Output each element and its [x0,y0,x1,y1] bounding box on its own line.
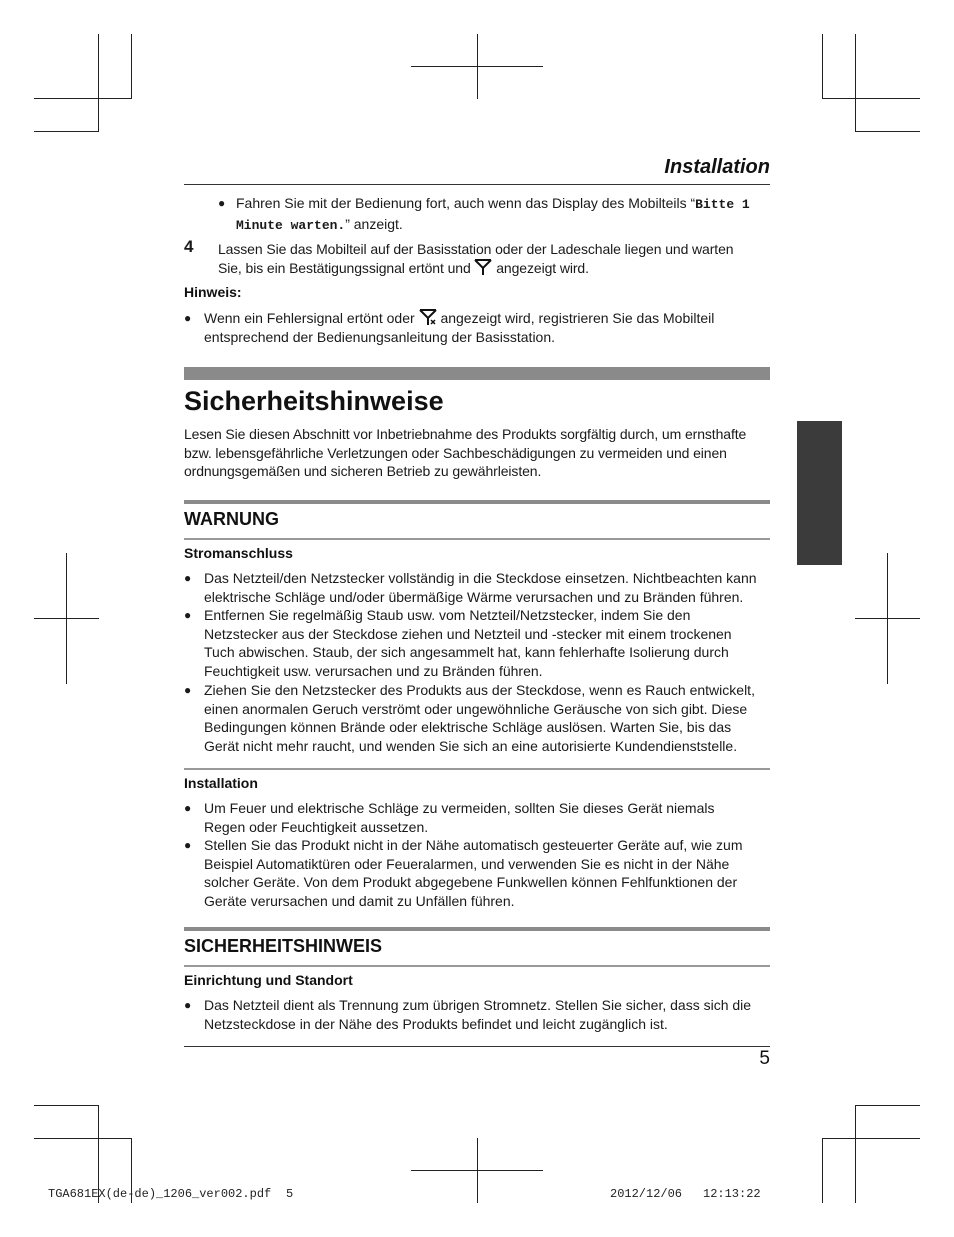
bullet-text: Netzstecker aus der Steckdose ziehen und Netzteil und -stecker mit einem trockenen [204,625,732,642]
divider [184,768,770,770]
list-item [184,309,774,346]
bullet-text: Um Feuer und elektrische Schläge zu vermeiden, sollten Sie dieses Gerät niemals [204,800,715,816]
step-text [218,240,778,277]
bullet-text: Gerät nicht mehr raucht, und wenden Sie sich an eine autorisierte Kundendienststelle. [204,737,738,754]
bullet-text: Bedingungen können Brände oder elektrische Schläge auslösen. Warten Sie, bis das [204,719,732,736]
section-bar [184,927,770,931]
bullet-icon: ● [184,608,192,622]
display-text: Bitte 1 [695,197,750,212]
print-footer-file: TGA681EX(de-de)_1206_ver002.pdf [48,1187,272,1201]
section-header-title: Installation [664,156,770,178]
list-item [184,836,784,910]
print-footer-page: 5 [286,1187,294,1201]
side-tab [797,421,842,565]
intro-paragraph [184,425,784,481]
list-item [218,194,778,235]
step-line: angezeigt wird. [496,259,589,276]
print-footer-time: 12:13:22 [703,1187,761,1201]
bullet-text: Das Netzteil/den Netzstecker vollständig in die Steckdose einsetzen. Nichtbeachten kann [204,570,757,586]
subsection-title: Einrichtung und Standort [184,972,353,988]
bullet-text: elektrische Schläge und/oder übermäßige Wärme verursachen und zu Bränden führen. [204,588,744,605]
step-line: Sie, bis ein Bestätigungssignal ertönt und [218,259,471,276]
bullet-text: Das Netzteil dient als Trennung zum übrigen Stromnetz. Stellen Sie sicher, dass sich die [204,997,752,1013]
bullet-text: ” anzeigt. [345,215,403,232]
page-title: Sicherheitshinweise [184,386,444,416]
bullet-icon: ● [184,571,192,585]
bullet-text: entsprechend der Bedienungsanleitung der Basisstation. [204,328,556,345]
section-bar [184,367,770,380]
intro-line: Lesen Sie diesen Abschnitt vor Inbetriebnahme des Produkts sorgfältig durch, um ernsthafte [184,426,747,442]
list-item [184,569,784,606]
list-item [184,996,784,1033]
subsection-title: Installation [184,775,258,791]
section-bar [184,500,770,504]
bullet-icon: ● [184,998,192,1012]
bullet-icon: ● [184,801,192,815]
section-title: SICHERHEITSHINWEIS [184,936,383,956]
bullet-text: Geräte verursachen und damit zu Unfällen führen. [204,892,515,909]
bullet-text: Tuch abwischen. Staub, der sich angesammelt hat, kann fehlerhafte Isolierung durch [204,644,729,661]
footer-rule [184,1046,770,1047]
list-item [184,799,784,836]
list-item [184,681,784,755]
subsection-title: Stromanschluss [184,545,293,561]
bullet-text: Feuchtigkeit usw. verursachen und zu Bränden führen. [204,662,543,679]
bullet-text: Entfernen Sie regelmäßig Staub usw. vom Netzteil/Netzstecker, indem Sie den [204,607,691,623]
divider [184,538,770,540]
bullet-text: einen anormalen Geruch verströmt oder ungewöhnliche Geräusche von sich gibt. Diese [204,700,748,717]
antenna-icon [474,259,492,275]
section-title: WARNUNG [184,509,279,529]
bullet-text: Ziehen Sie den Netzstecker des Produkts aus der Steckdose, wenn es Rauch entwickelt, [204,682,755,698]
intro-line: ordnungsgemäßen und sicheren Betrieb zu gewährleisten. [184,463,542,480]
bullet-icon: ● [184,683,192,697]
bullet-text: Beispiel Automatiktüren oder Feueralarmen, und verwenden Sie es nicht in der Nähe [204,855,730,872]
bullet-text: angezeigt wird, registrieren Sie das Mobilteil [440,310,715,326]
header-rule [184,184,770,185]
note-title: Hinweis: [184,284,242,300]
print-footer-date: 2012/12/06 [610,1187,683,1201]
bullet-icon: ● [184,311,192,325]
bullet-text: solcher Geräte. Von dem Produkt abgegebene Funkwellen können Fehlfunktionen der [204,874,738,891]
bullet-text: Fahren Sie mit der Bedienung fort, auch wenn das Display des Mobilteils “ [236,195,696,211]
intro-line: bzw. lebensgefährliche Verletzungen oder Sachbeschädigungen zu vermeiden und einen [184,444,727,461]
page-number: 5 [759,1048,770,1069]
bullet-text: Stellen Sie das Produkt nicht in der Nähe automatisch gesteuerter Geräte auf, wie zum [204,837,743,853]
bullet-text: Wenn ein Fehlersignal ertönt oder [204,310,415,326]
bullet-text: Regen oder Feuchtigkeit aussetzen. [204,818,429,835]
bullet-icon: ● [184,838,192,852]
step-line: Lassen Sie das Mobilteil auf der Basisstation oder der Ladeschale liegen und warten [218,241,734,257]
bullet-text: Netzsteckdose in der Nähe des Produkts befindet und leicht zugänglich ist. [204,1015,668,1032]
list-item [184,606,784,680]
display-text: Minute warten. [236,217,346,233]
divider [184,965,770,967]
bullet-icon: ● [218,196,226,210]
step-number: 4 [184,237,194,256]
antenna-no-signal-icon [419,309,437,325]
